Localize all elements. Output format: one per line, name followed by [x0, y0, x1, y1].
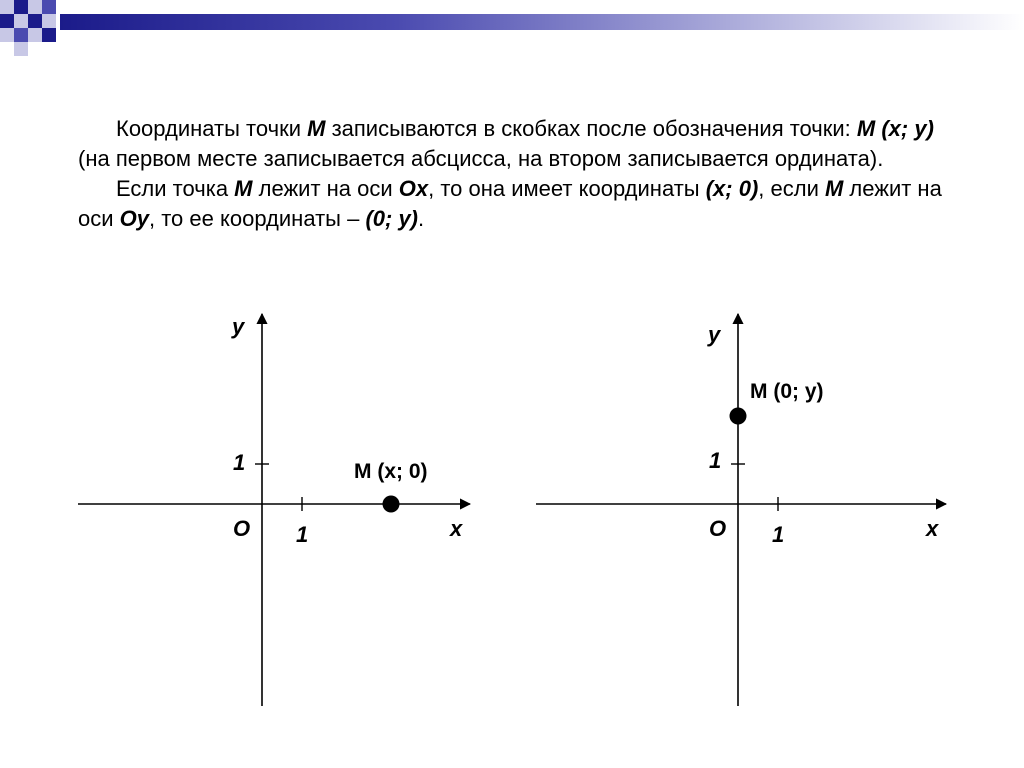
math-term: M — [307, 116, 326, 141]
text-run: Если точка — [116, 176, 235, 201]
text-run: Координаты точки — [116, 116, 308, 141]
math-term: (0; y) — [365, 206, 418, 231]
math-term: Ox — [398, 176, 429, 201]
y-axis-label: y — [232, 314, 245, 339]
math-term: Oy — [119, 206, 149, 231]
math-term: M — [234, 176, 253, 201]
math-term: M — [824, 176, 844, 201]
text-run: . — [418, 206, 425, 231]
origin-label: O — [709, 516, 727, 541]
y-unit-label: 1 — [233, 450, 246, 475]
diagram-point-on-y-axis — [536, 314, 946, 706]
text-run: , то ее координаты – — [149, 206, 366, 231]
y-unit-label: 1 — [709, 448, 722, 473]
text-run: лежит на оси — [78, 176, 942, 231]
point-m — [383, 496, 400, 513]
text-run: (на первом месте записывается абсцисса, на втором записывается ордината). — [78, 146, 884, 171]
math-term: M (x; y) — [856, 116, 934, 141]
point-m — [730, 408, 747, 425]
x-axis-label: x — [450, 516, 463, 541]
x-unit-label: 1 — [772, 522, 785, 547]
x-axis-label: x — [926, 516, 939, 541]
point-label: M (x; 0) — [354, 460, 428, 483]
origin-label: O — [233, 516, 251, 541]
y-axis-label: y — [708, 322, 721, 347]
math-term: (x; 0) — [705, 176, 759, 201]
x-unit-label: 1 — [296, 522, 309, 547]
text-run: , то она имеет координаты — [428, 176, 706, 201]
point-label: M (0; y) — [750, 380, 824, 403]
diagram-point-on-x-axis — [78, 314, 470, 706]
text-run: записываются в скобках после обозначения точки: — [325, 116, 857, 141]
text-run: , если — [758, 176, 825, 201]
text-run: лежит на оси — [252, 176, 399, 201]
